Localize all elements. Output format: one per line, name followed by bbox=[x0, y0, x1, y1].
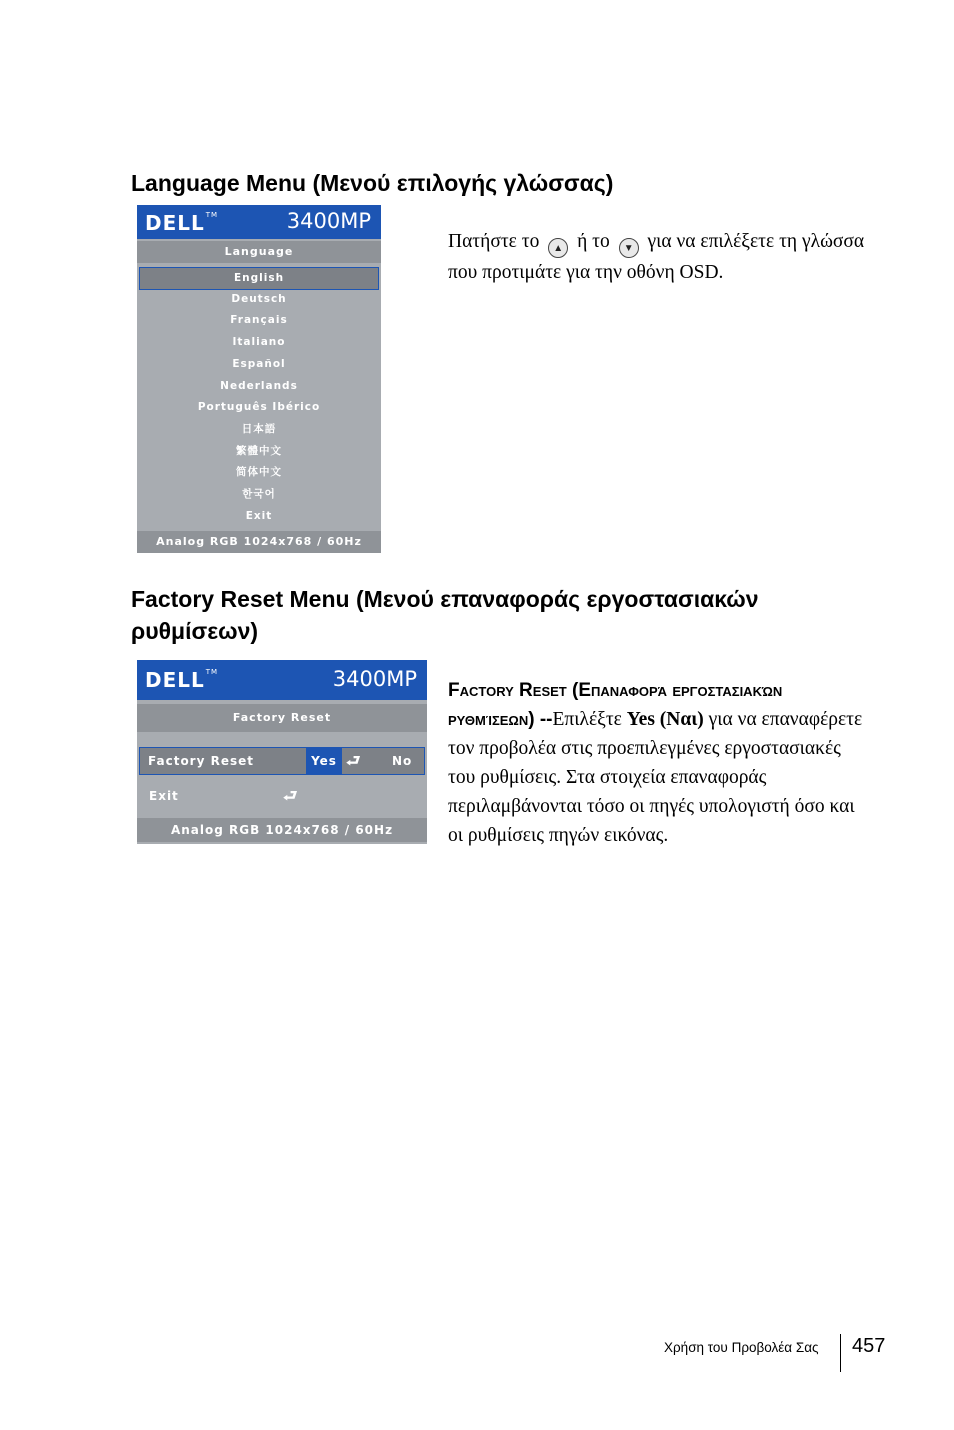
desc-lead: Επιλέξτε bbox=[552, 709, 622, 730]
language-option[interactable]: Italiano bbox=[232, 336, 286, 349]
osd-menu-title: Language bbox=[137, 241, 381, 263]
model-label: 3400MP bbox=[286, 209, 371, 233]
language-option[interactable]: Exit bbox=[245, 509, 273, 522]
factory-osd-panel bbox=[137, 660, 427, 844]
language-description bbox=[448, 227, 868, 287]
model-label: 3400MP bbox=[332, 667, 417, 691]
section-title-factory: Factory Reset Menu (Μενού επαναφοράς εργοστασιακών ρυθμίσεων) bbox=[131, 586, 759, 644]
page-number: 457 bbox=[852, 1335, 886, 1357]
osd-menu-title: Factory Reset bbox=[137, 704, 427, 732]
language-osd-panel bbox=[137, 205, 381, 553]
desc-text-3: για να επιλέξετε τη γλώσσα που προτιμάτε για την οθόνη OSD. bbox=[448, 231, 865, 283]
footer-label: Χρήση του Προβολέα Σας bbox=[664, 1340, 819, 1355]
section-title-language: Language Menu (Μενού επιλογής γλώσσας) bbox=[131, 170, 614, 196]
down-arrow-icon: ▼ bbox=[619, 238, 639, 258]
factory-heading: Factory Reset (Επαναφορά εργοστασιακών ρυθμίσεων) -- bbox=[448, 680, 783, 730]
language-option[interactable]: English bbox=[139, 267, 379, 290]
dell-logo: DELL™ bbox=[145, 211, 219, 235]
desc-bold: Yes (Ναι) bbox=[626, 709, 704, 730]
factory-reset-label: Factory Reset bbox=[148, 754, 254, 768]
language-option[interactable]: 한국어 bbox=[242, 488, 276, 500]
dell-logo: DELL™ bbox=[145, 668, 219, 692]
language-option[interactable]: Nederlands bbox=[220, 379, 298, 392]
desc-text-1: Πατήστε το bbox=[448, 231, 540, 252]
language-option[interactable]: Español bbox=[232, 357, 286, 370]
enter-arrow-icon: ⮐ bbox=[283, 786, 299, 805]
no-option[interactable]: No bbox=[392, 754, 413, 768]
osd-status-bar: Analog RGB 1024x768 / 60Hz bbox=[137, 818, 427, 842]
exit-label: Exit bbox=[149, 789, 179, 803]
factory-description bbox=[448, 676, 868, 850]
exit-row[interactable] bbox=[139, 782, 425, 812]
language-option[interactable]: Français bbox=[230, 314, 288, 327]
osd-status-bar: Analog RGB 1024x768 / 60Hz bbox=[137, 531, 381, 553]
language-option[interactable]: 繁體中文 bbox=[236, 444, 282, 457]
osd-header bbox=[137, 205, 381, 239]
language-option[interactable]: 简体中文 bbox=[236, 466, 282, 479]
yes-option[interactable]: Yes bbox=[306, 748, 342, 774]
up-arrow-icon: ▲ bbox=[548, 238, 568, 258]
language-option[interactable]: Deutsch bbox=[231, 292, 287, 305]
language-option[interactable]: 日本語 bbox=[241, 422, 277, 435]
desc-rest: για να επαναφέρετε τον προβολέα στις προεπιλεγμένες εργοστασιακές του ρυθμίσεις. Στα στοιχεία επαναφοράς περιλαμβάνονται τόσο οι πηγές υπολογιστή όσο και οι ρυθμίσεις πηγών εικόνας. bbox=[448, 709, 863, 846]
factory-reset-row[interactable] bbox=[139, 747, 425, 775]
desc-text-2: ή το bbox=[577, 231, 610, 252]
osd-header bbox=[137, 660, 427, 700]
footer-divider bbox=[840, 1334, 841, 1372]
language-option[interactable]: Português Ibérico bbox=[197, 401, 321, 414]
enter-arrow-icon: ⮐ bbox=[346, 751, 362, 770]
